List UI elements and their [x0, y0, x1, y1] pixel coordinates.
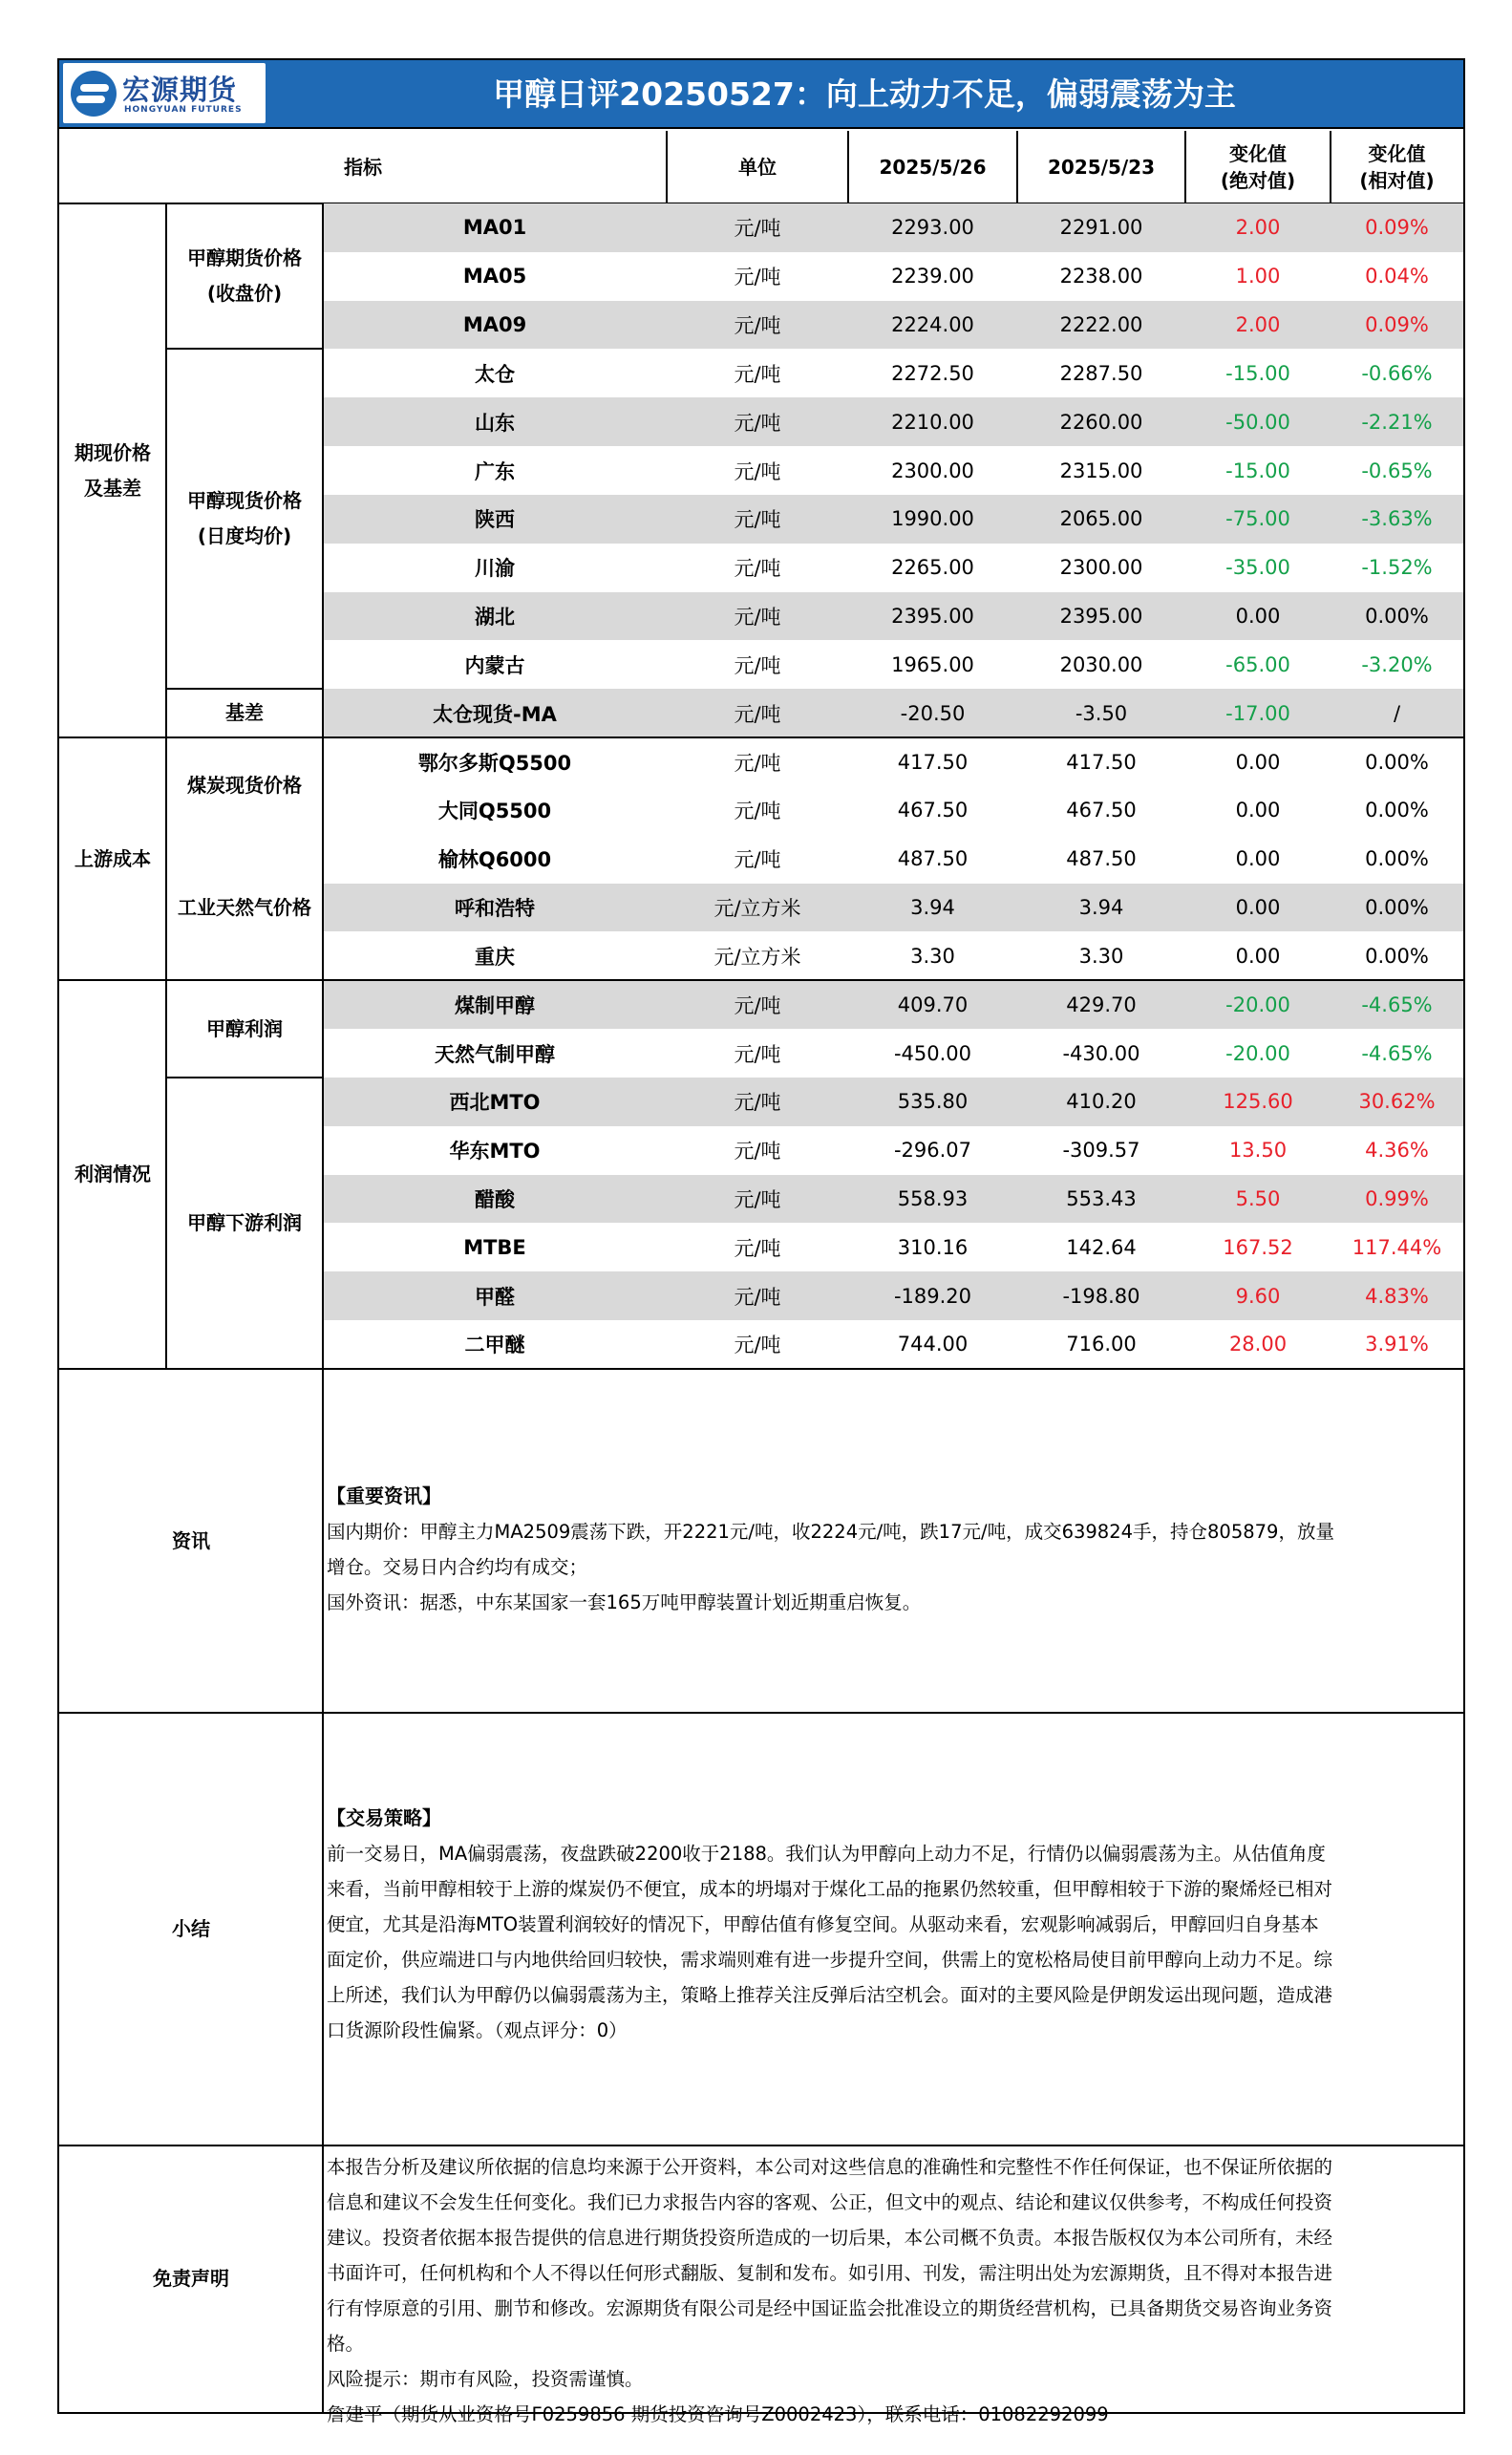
row-value-date-1: 3.94	[910, 896, 955, 920]
row-value-date-2: 2315.00	[1059, 459, 1143, 482]
row-abs-change: 28.00	[1228, 1333, 1288, 1356]
row-rel-change: /	[1393, 701, 1401, 725]
summary-line: 便宜，尤其是沿海MTO装置利润较好的情况下，甲醇估值有修复空间。从驱动来看，宏观影响减弱后，甲醇回归自身基本	[327, 1912, 1319, 1935]
row-unit: 元/吨	[734, 848, 781, 872]
header-date-2: 2025/5/23	[1047, 156, 1156, 179]
row-value-date-1: -450.00	[893, 1041, 972, 1065]
row-name: 重庆	[475, 945, 515, 969]
row-name: 大同Q5500	[437, 800, 552, 823]
row-name: MA01	[462, 216, 527, 240]
row-value-date-2: -430.00	[1062, 1041, 1140, 1065]
row-rel-change: -3.20%	[1361, 652, 1433, 676]
summary-text	[327, 1801, 1459, 2048]
grid-line	[322, 1713, 324, 2145]
row-unit: 元/吨	[734, 1091, 781, 1115]
row-name: 广东	[475, 459, 515, 483]
grid-line	[1016, 131, 1018, 203]
row-value-date-1: 310.16	[897, 1235, 969, 1259]
row-rel-change: 30.62%	[1358, 1090, 1436, 1114]
row-abs-change: -15.00	[1225, 361, 1290, 385]
row-name: MTBE	[463, 1235, 526, 1259]
row-name: 湖北	[475, 606, 515, 630]
row-name: 煤制甲醇	[455, 993, 535, 1017]
row-unit: 元/吨	[734, 1140, 781, 1163]
news-line: 增仓。交易日内合约均有成交；	[327, 1555, 588, 1578]
row-name: 川渝	[475, 557, 515, 581]
row-unit: 元/吨	[734, 1188, 781, 1211]
row-abs-change: -17.00	[1225, 701, 1290, 725]
summary-line: 上所述，我们认为甲醇仍以偏弱震荡为主，策略上推荐关注反弹后沽空机会。面对的主要风险是伊朗发运出现问题，造成港	[327, 1983, 1333, 2006]
subgroup-s7: 甲醇下游利润	[187, 1210, 302, 1234]
row-value-date-2: 2291.00	[1059, 216, 1143, 240]
subgroup-s6: 甲醇利润	[206, 1016, 283, 1040]
row-rel-change: -2.21%	[1361, 410, 1433, 434]
row-rel-change: -4.65%	[1361, 993, 1433, 1016]
row-rel-change: 0.09%	[1365, 313, 1429, 337]
row-unit: 元/立方米	[713, 897, 801, 921]
group-g3: 利润情况	[75, 1163, 151, 1186]
grid-line	[322, 203, 324, 1369]
row-rel-change: 0.00%	[1365, 944, 1429, 968]
row-value-date-1: 558.93	[897, 1187, 969, 1210]
disclaimer-line: 格。	[327, 2332, 365, 2355]
header-indicator: 指标	[344, 156, 382, 179]
row-unit: 元/吨	[734, 800, 781, 823]
row-abs-change: -35.00	[1225, 556, 1290, 580]
row-unit: 元/吨	[734, 266, 781, 289]
row-value-date-1: 2210.00	[891, 410, 974, 434]
row-unit: 元/吨	[734, 1042, 781, 1066]
row-value-date-1: -296.07	[893, 1139, 972, 1163]
row-value-date-2: 2260.00	[1059, 410, 1143, 434]
news-line: 国外资讯：据悉，中东某国家一套165万吨甲醇装置计划近期重启恢复。	[327, 1590, 922, 1613]
group-g1: 期现价格 及基差	[75, 440, 151, 500]
row-rel-change: 0.00%	[1365, 896, 1429, 920]
row-value-date-1: 487.50	[897, 847, 969, 871]
row-abs-change: 0.00	[1235, 605, 1281, 629]
row-name: 榆林Q6000	[437, 848, 552, 872]
grid-line	[166, 688, 323, 690]
row-name: 二甲醚	[464, 1334, 525, 1357]
row-value-date-1: 2293.00	[891, 216, 974, 240]
row-unit: 元/吨	[734, 557, 781, 581]
row-value-date-1: 2395.00	[891, 605, 974, 629]
row-value-date-2: 142.64	[1066, 1235, 1137, 1259]
row-rel-change: -1.52%	[1361, 556, 1433, 580]
subgroup-s2: 甲醇现货价格 (日度均价)	[187, 489, 302, 548]
grid-line	[165, 203, 167, 1369]
row-rel-change: 0.00%	[1365, 750, 1429, 774]
grid-line	[59, 979, 1463, 981]
row-name: 华东MTO	[449, 1140, 541, 1163]
row-name: 内蒙古	[464, 653, 525, 677]
grid-line	[59, 736, 1463, 738]
row-unit: 元/吨	[734, 362, 781, 386]
row-unit: 元/吨	[734, 751, 781, 775]
row-unit: 元/吨	[734, 314, 781, 338]
row-unit: 元/立方米	[713, 945, 801, 969]
group-g2: 上游成本	[75, 846, 151, 870]
row-unit: 元/吨	[734, 411, 781, 435]
row-name: 太仓	[475, 362, 515, 386]
row-name: 天然气制甲醇	[435, 1042, 555, 1066]
row-abs-change: -75.00	[1225, 507, 1290, 531]
row-value-date-1: 467.50	[897, 799, 969, 822]
row-unit: 元/吨	[734, 993, 781, 1017]
row-value-date-2: 2287.50	[1059, 361, 1143, 385]
company-logo	[63, 63, 266, 123]
disclaimer-line: 行有悖原意的引用、删节和修改。宏源期货有限公司是经中国证监会批准设立的期货经营机构，已具备期货交易咨询业务资	[327, 2296, 1333, 2319]
row-rel-change: -3.63%	[1361, 507, 1433, 531]
row-rel-change: 0.00%	[1365, 847, 1429, 871]
grid-line	[322, 2145, 324, 2412]
row-value-date-2: 2222.00	[1059, 313, 1143, 337]
header-unit: 单位	[738, 156, 777, 179]
row-unit: 元/吨	[734, 459, 781, 483]
logo-mark-icon	[71, 71, 117, 117]
row-value-date-2: 417.50	[1066, 750, 1137, 774]
row-abs-change: 5.50	[1235, 1187, 1281, 1210]
row-abs-change: 2.00	[1235, 313, 1281, 337]
disclaimer-label: 免责声明	[153, 2267, 229, 2291]
row-value-date-1: 1965.00	[891, 652, 974, 676]
row-value-date-2: 2300.00	[1059, 556, 1143, 580]
report-title: 甲醇日评20250527：向上动力不足，偏弱震荡为主	[493, 75, 1236, 113]
disclaimer-text	[327, 2149, 1459, 2432]
row-rel-change: 117.44%	[1352, 1235, 1442, 1259]
news-text	[327, 1479, 1459, 1620]
logo-text: 宏源期货	[122, 74, 238, 106]
logo-subtext: HONGYUAN FUTURES	[124, 105, 243, 115]
row-value-date-1: 744.00	[897, 1333, 969, 1356]
row-abs-change: 0.00	[1235, 896, 1281, 920]
row-unit: 元/吨	[734, 606, 781, 630]
row-rel-change: 0.99%	[1365, 1187, 1429, 1210]
row-name: 陕西	[475, 508, 515, 532]
row-name: 鄂尔多斯Q5500	[417, 751, 572, 775]
row-abs-change: 2.00	[1235, 216, 1281, 240]
row-abs-change: -15.00	[1225, 459, 1290, 482]
row-rel-change: -0.65%	[1361, 459, 1433, 482]
summary-heading: 【交易策略】	[327, 1805, 441, 1829]
row-rel-change: -0.66%	[1361, 361, 1433, 385]
row-rel-change: 3.91%	[1365, 1333, 1429, 1356]
row-unit: 元/吨	[734, 653, 781, 677]
row-abs-change: 13.50	[1228, 1139, 1288, 1163]
row-value-date-2: -309.57	[1062, 1139, 1140, 1163]
row-value-date-2: 716.00	[1066, 1333, 1137, 1356]
row-value-date-1: 2300.00	[891, 459, 974, 482]
row-abs-change: 0.00	[1235, 799, 1281, 822]
row-value-date-1: 3.30	[910, 944, 955, 968]
row-value-date-1: 409.70	[897, 993, 969, 1016]
row-name: 甲醛	[475, 1285, 515, 1309]
row-value-date-2: 2030.00	[1059, 652, 1143, 676]
row-value-date-2: 3.30	[1078, 944, 1124, 968]
row-value-date-2: 487.50	[1066, 847, 1137, 871]
row-value-date-2: 410.20	[1066, 1090, 1137, 1114]
row-abs-change: -20.00	[1225, 993, 1290, 1016]
row-unit: 元/吨	[734, 1285, 781, 1309]
row-value-date-2: 2065.00	[1059, 507, 1143, 531]
row-unit: 元/吨	[734, 1334, 781, 1357]
summary-line: 来看，当前甲醇相较于上游的煤炭仍不便宜，成本的坍塌对于煤化工品的拖累仍然较重，但甲醇相较于下游的聚烯烃已相对	[327, 1877, 1333, 1900]
subgroup-s1: 甲醇期货价格 (收盘价)	[187, 246, 302, 306]
row-value-date-1: 417.50	[897, 750, 969, 774]
row-value-date-1: 535.80	[897, 1090, 969, 1114]
grid-line	[1330, 131, 1331, 203]
summary-line: 面定价，供应端进口与内地供给回归较快，需求端则难有进一步提升空间，供需上的宽松格局使目前甲醇向上动力不足。综	[327, 1948, 1333, 1971]
disclaimer-line: 建议。投资者依据本报告提供的信息进行期货投资所造成的一切后果，本公司概不负责。本报告版权仅为本公司所有，未经	[327, 2226, 1333, 2249]
disclaimer-line: 信息和建议不会发生任何变化。我们已力求报告内容的客观、公正，但文中的观点、结论和建议仅供参考，不构成任何投资	[327, 2190, 1333, 2213]
report-frame	[57, 58, 1465, 2425]
news-label: 资讯	[172, 1528, 210, 1552]
row-value-date-1: 1990.00	[891, 507, 974, 531]
report-banner	[59, 60, 1463, 129]
row-name: 醋酸	[475, 1188, 515, 1211]
subgroup-s3: 基差	[225, 701, 264, 725]
row-value-date-1: 2239.00	[891, 265, 974, 288]
row-abs-change: 0.00	[1235, 944, 1281, 968]
row-rel-change: 0.00%	[1365, 605, 1429, 629]
row-rel-change: 0.00%	[1365, 799, 1429, 822]
row-value-date-2: 429.70	[1066, 993, 1137, 1016]
header-abs-change: 变化值 (绝对值)	[1220, 142, 1296, 192]
row-unit: 元/吨	[734, 1236, 781, 1260]
row-name: MA09	[462, 313, 527, 337]
row-abs-change: 0.00	[1235, 847, 1281, 871]
header-rel-change: 变化值 (相对值)	[1359, 142, 1435, 192]
grid-line	[847, 131, 849, 203]
summary-line: 口货源阶段性偏紧。（观点评分：0）	[327, 2018, 628, 2041]
row-abs-change: 167.52	[1223, 1235, 1293, 1259]
row-name: 西北MTO	[449, 1091, 541, 1115]
row-value-date-2: 553.43	[1066, 1187, 1137, 1210]
row-value-date-2: -198.80	[1062, 1284, 1140, 1308]
row-value-date-2: -3.50	[1075, 701, 1128, 725]
row-rel-change: 4.83%	[1365, 1284, 1429, 1308]
row-value-date-1: 2224.00	[891, 313, 974, 337]
row-name: 山东	[475, 411, 515, 435]
row-rel-change: 0.09%	[1365, 216, 1429, 240]
row-value-date-1: -20.50	[900, 701, 966, 725]
row-name: MA05	[462, 265, 527, 288]
disclaimer-line: 本报告分析及建议所依据的信息均来源于公开资料，本公司对这些信息的准确性和完整性不作任何保证，也不保证所依据的	[327, 2155, 1333, 2178]
row-unit: 元/吨	[734, 217, 781, 241]
row-abs-change: 9.60	[1235, 1284, 1281, 1308]
row-name: 呼和浩特	[455, 897, 535, 921]
row-unit: 元/吨	[734, 508, 781, 532]
row-value-date-2: 3.94	[1078, 896, 1124, 920]
grid-line	[1184, 131, 1186, 203]
row-value-date-2: 2395.00	[1059, 605, 1143, 629]
row-rel-change: 0.04%	[1365, 265, 1429, 288]
row-unit: 元/吨	[734, 702, 781, 726]
row-value-date-1: -189.20	[893, 1284, 972, 1308]
row-rel-change: 4.36%	[1365, 1139, 1429, 1163]
row-value-date-2: 467.50	[1066, 799, 1137, 822]
subgroup-s4: 煤炭现货价格	[187, 774, 302, 798]
row-abs-change: -20.00	[1225, 1041, 1290, 1065]
row-value-date-1: 2272.50	[891, 361, 974, 385]
row-value-date-2: 2238.00	[1059, 265, 1143, 288]
grid-line	[666, 131, 668, 203]
summary-label: 小结	[172, 1917, 210, 1941]
news-line: 国内期价：甲醇主力MA2509震荡下跌，开2221元/吨，收2224元/吨，跌17元/吨，成交639824手，持仓805879，放量	[327, 1520, 1334, 1543]
disclaimer-line: 书面许可，任何机构和个人不得以任何形式翻版、复制和发布。如引用、刊发，需注明出处为宏源期货，且不得对本报告进	[327, 2261, 1333, 2284]
row-abs-change: 0.00	[1235, 750, 1281, 774]
row-abs-change: 125.60	[1223, 1090, 1293, 1114]
row-value-date-1: 2265.00	[891, 556, 974, 580]
grid-line	[166, 348, 323, 350]
row-abs-change: -50.00	[1225, 410, 1290, 434]
subgroup-s5: 工业天然气价格	[178, 895, 311, 919]
row-name: 太仓现货-MA	[433, 702, 557, 726]
header-date-1: 2025/5/26	[879, 156, 987, 179]
row-abs-change: 1.00	[1235, 265, 1281, 288]
grid-line	[166, 1077, 323, 1078]
grid-line	[322, 1369, 324, 1713]
summary-line: 前一交易日，MA偏弱震荡，夜盘跌破2200收于2188。我们认为甲醇向上动力不足，行情仍以偏弱震荡为主。从估值角度	[327, 1842, 1326, 1865]
row-rel-change: -4.65%	[1361, 1041, 1433, 1065]
news-heading: 【重要资讯】	[327, 1484, 441, 1507]
disclaimer-line: 风险提示：期市有风险，投资需谨慎。	[327, 2367, 644, 2390]
row-abs-change: -65.00	[1225, 652, 1290, 676]
disclaimer-line: 詹建平（期货从业资格号F0259856 期货投资咨询号Z0002423），联系电话：01082292099	[327, 2402, 1109, 2425]
